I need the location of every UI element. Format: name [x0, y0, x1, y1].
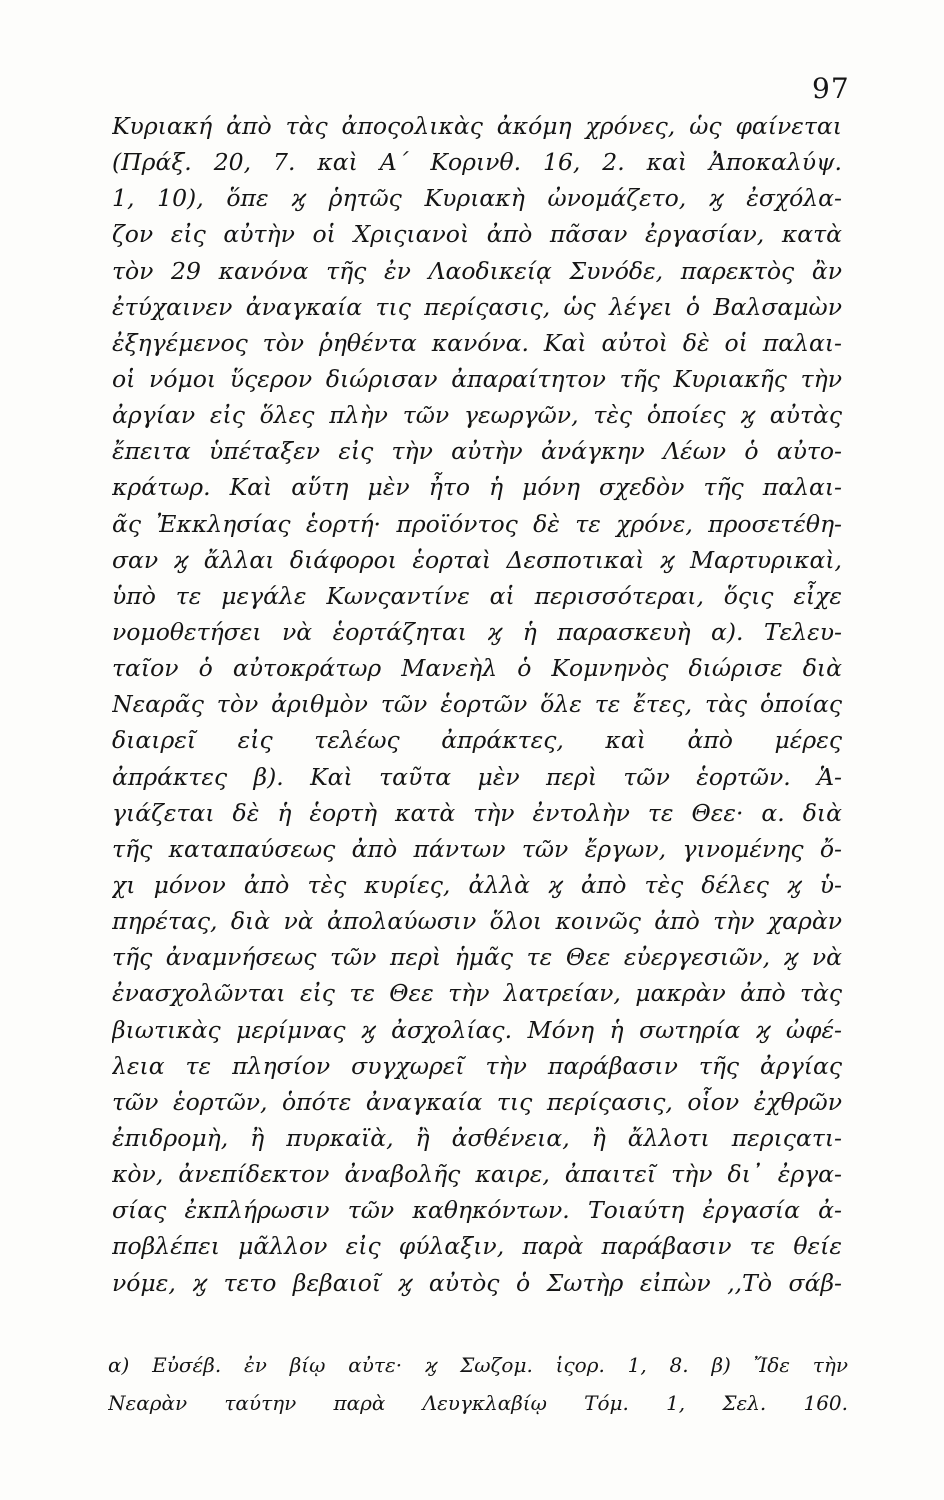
text-line: κὸν, ἀνεπίδεκτον ἀναβολῆς καιρε, ἀπαιτεῖ τὴν δι᾽ ἐργα- [112, 1160, 842, 1189]
footnote-line: α) Εὐσέβ. ἐν βίῳ αὐτε· ϗ Σωζομ. ἱςορ. 1, 8. β) Ἴδε τὴν [108, 1353, 848, 1377]
text-line: ἐξηγέμενος τὸν ῥηθέντα κανόνα. Καὶ αὐτοὶ δὲ οἱ παλαι- [112, 328, 842, 357]
text-line: (Πράξ. 20, 7. καὶ Α΄ Κορινθ. 16, 2. καὶ Ἀποκαλύψ. [112, 148, 842, 177]
text-line: Κυριακή ἀπὸ τὰς ἀποςολικὰς ἀκόμη χρόνες, ὡς φαίνεται [112, 112, 842, 140]
text-line: ὑπὸ τε μεγάλε Κωνςαντίνε αἱ περισσότεραι, ὅςις εἶχε [112, 581, 842, 610]
text-line: γιάζεται δὲ ἡ ἑορτὴ κατὰ τὴν ἐντολὴν τε Θεε· α. διὰ [112, 798, 842, 827]
text-line: σίας ἐκπλήρωσιν τῶν καθηκόντων. Τοιαύτη ἐργασία ἀ- [112, 1196, 842, 1225]
text-line: ταῖον ὁ αὐτοκράτωρ Μανεὴλ ὁ Κομνηνὸς διώρισε διὰ [112, 654, 842, 683]
text-line: χι μόνον ἀπὸ τὲς κυρίες, ἀλλὰ ϗ ἀπὸ τὲς δέλες ϗ ὑ- [112, 870, 842, 899]
text-line: ποβλέπει μᾶλλον εἰς φύλαξιν, παρὰ παράβασιν τε θείε [112, 1232, 842, 1261]
text-line: νομοθετήσει νὰ ἑορτάζηται ϗ ἡ παρασκευὴ α). Τελευ- [112, 617, 842, 646]
text-line: ἐτύχαινεν ἀναγκαία τις περίςασις, ὡς λέγει ὁ Βαλσαμὼν [112, 292, 842, 321]
text-line: 1, 10), ὅπε ϗ ῥητῶς Κυριακὴ ὠνομάζετο, ϗ ἐσχόλα- [112, 184, 842, 213]
footnotes [108, 1346, 848, 1422]
text-line: νόμε, ϗ τετο βεβαιοῖ ϗ αὐτὸς ὁ Σωτὴρ εἰπὼν ,,Τὸ σάβ- [112, 1268, 842, 1297]
text-line: ᾶς Ἐκκλησίας ἑορτή· προϊόντος δὲ τε χρόνε, προσετέθη- [112, 509, 842, 538]
text-line: τῶν ἑορτῶν, ὁπότε ἀναγκαία τις περίςασις, οἷον ἐχθρῶν [112, 1087, 842, 1116]
text-line: σαν ϗ ἄλλαι διάφοροι ἑορταὶ Δεσποτικαὶ ϗ Μαρτυρικαὶ, [112, 545, 842, 574]
text-line: Νεαρᾶς τὸν ἀριθμὸν τῶν ἑορτῶν ὅλε τε ἔτες, τὰς ὁποίας [112, 690, 842, 719]
text-line: οἱ νόμοι ὕςερον διώρισαν ἀπαραίτητον τῆς Κυριακῆς τὴν [112, 364, 842, 393]
text-line: ἀργίαν εἰς ὅλες πλὴν τῶν γεωργῶν, τὲς ὁποίες ϗ αὐτὰς [112, 401, 842, 430]
page-number: 97 [812, 72, 850, 105]
text-line: ζον εἰς αὐτὴν οἱ Χριςιανοὶ ἀπὸ πᾶσαν ἐργασίαν, κατὰ [112, 220, 842, 249]
text-line: ἐπιδρομὴ, ἢ πυρκαϊὰ, ἢ ἀσθένεια, ἢ ἄλλοτι περιςατι- [112, 1123, 842, 1152]
text-line: τὸν 29 κανόνα τῆς ἐν Λαοδικείᾳ Συνόδε, παρεκτὸς ἂν [112, 256, 842, 285]
text-line: βιωτικὰς μερίμνας ϗ ἀσχολίας. Μόνη ἡ σωτηρία ϗ ὠφέ- [112, 1015, 842, 1044]
footnote-line: Νεαρὰν ταύτην παρὰ Λευγκλαβίῳ Τόμ. 1, Σελ. 160. [108, 1391, 848, 1415]
main-text [112, 108, 842, 1301]
text-line: λεια τε πλησίον συγχωρεῖ τὴν παράβασιν τῆς ἀργίας [112, 1051, 842, 1080]
text-line: ἐνασχολῶνται εἰς τε Θεε τὴν λατρείαν, μακρὰν ἀπὸ τὰς [112, 979, 842, 1008]
text-line: ἀπράκτες β). Καὶ ταῦτα μὲν περὶ τῶν ἑορτῶν. Ἁ- [112, 762, 842, 791]
text-line: κράτωρ. Καὶ αὕτη μὲν ἦτο ἡ μόνη σχεδὸν τῆς παλαι- [112, 473, 842, 502]
text-line: τῆς ἀναμνήσεως τῶν περὶ ἡμᾶς τε Θεε εὐεργεσιῶν, ϗ νὰ [112, 943, 842, 972]
text-line: διαιρεῖ εἰς τελέως ἀπράκτες, καὶ ἀπὸ μέρες [112, 726, 842, 755]
text-line: τῆς καταπαύσεως ἀπὸ πάντων τῶν ἔργων, γινομένης ὄ- [112, 834, 842, 863]
text-line: ἔπειτα ὑπέταξεν εἰς τὴν αὐτὴν ἀνάγκην Λέων ὁ αὐτο- [112, 437, 842, 466]
text-line: πηρέτας, διὰ νὰ ἀπολαύωσιν ὅλοι κοινῶς ἀπὸ τὴν χαρὰν [112, 907, 842, 936]
